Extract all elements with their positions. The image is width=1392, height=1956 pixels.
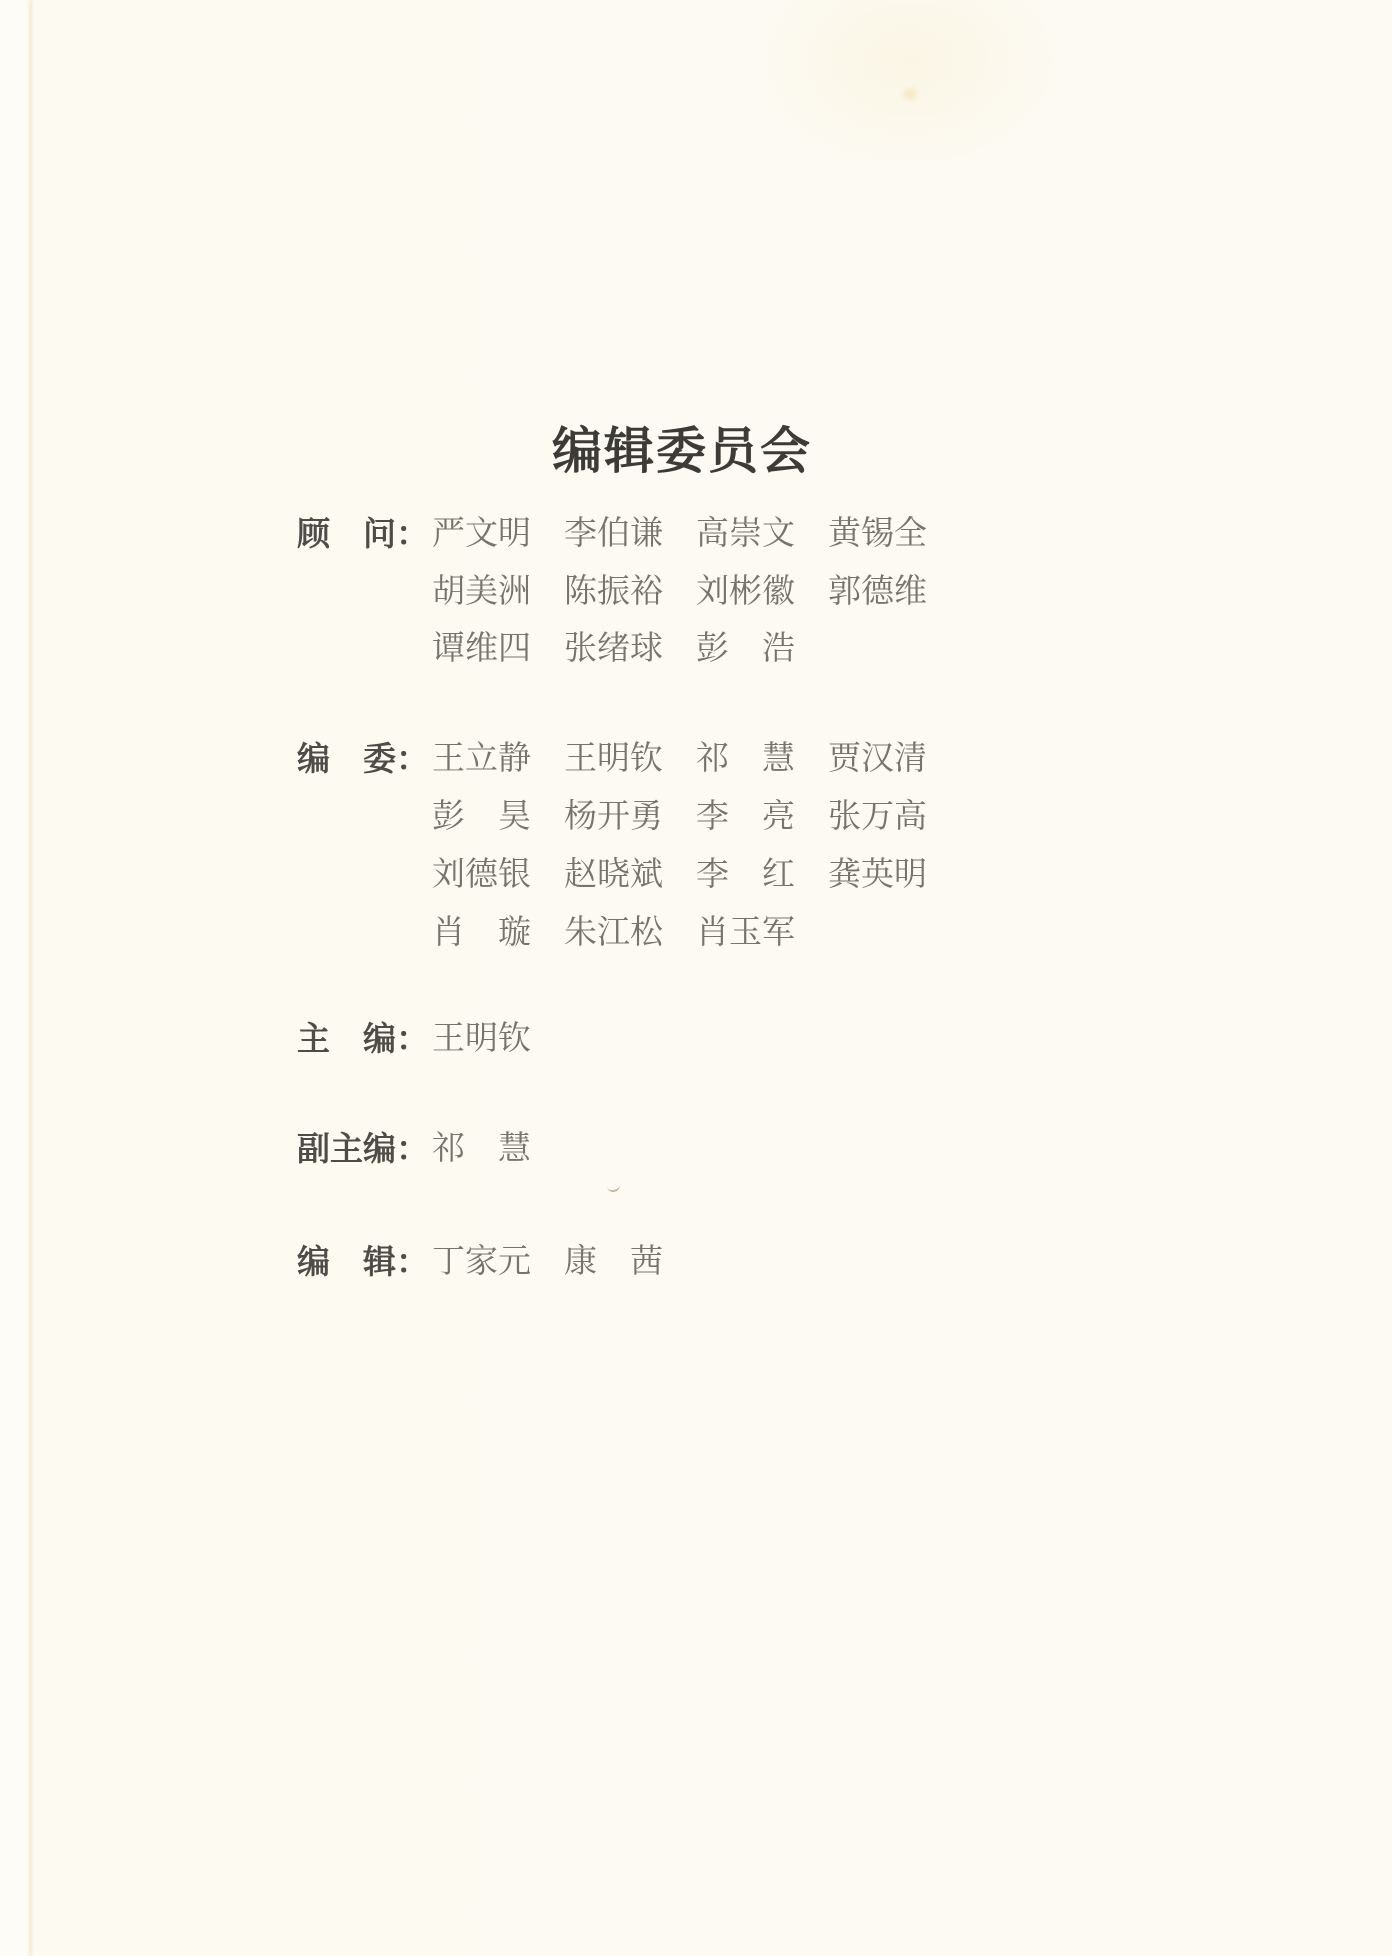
page-binding-edge	[29, 0, 32, 1956]
deputy-chief-editor-name: 祁 慧	[432, 1131, 531, 1167]
chief-editor-row	[0, 1022, 1392, 1062]
chief-editor-name: 王明钦	[432, 1021, 531, 1057]
paper-speck-top	[903, 88, 917, 100]
advisors-row-3	[0, 632, 1392, 672]
deputy-chief-editor-row	[0, 1132, 1392, 1172]
board-names-line-1: 王立静 王明钦 祁 慧 贾汉清	[432, 741, 927, 777]
advisors-names-line-1: 严文明 李伯谦 高崇文 黄锡全	[432, 516, 927, 552]
board-row-2	[0, 800, 1392, 840]
advisors-label: 顾 问：	[297, 515, 429, 552]
deputy-chief-editor-label: 副主编：	[297, 1130, 429, 1167]
board-names-line-2: 彭 昊 杨开勇 李 亮 张万高	[432, 799, 927, 835]
board-row-1	[0, 742, 1392, 782]
board-names-line-4: 肖 璇 朱江松 肖玉军	[432, 915, 795, 951]
board-row-3	[0, 858, 1392, 898]
board-row-4	[0, 916, 1392, 956]
editors-label: 编 辑：	[297, 1243, 429, 1280]
paper-speck-mid	[606, 1181, 621, 1193]
board-label: 编 委：	[297, 740, 429, 777]
editors-row	[0, 1245, 1392, 1285]
advisors-names-line-3: 谭维四 张绪球 彭 浩	[432, 631, 795, 667]
advisors-row-1	[0, 517, 1392, 557]
advisors-names-line-2: 胡美洲 陈振裕 刘彬徽 郭德维	[432, 574, 927, 610]
advisors-row-2	[0, 575, 1392, 615]
chief-editor-label: 主 编：	[297, 1020, 429, 1057]
board-names-line-3: 刘德银 赵晓斌 李 红 龚英明	[432, 857, 927, 893]
editors-names: 丁家元 康 茜	[432, 1244, 663, 1280]
page-title: 编辑委员会	[552, 422, 812, 479]
